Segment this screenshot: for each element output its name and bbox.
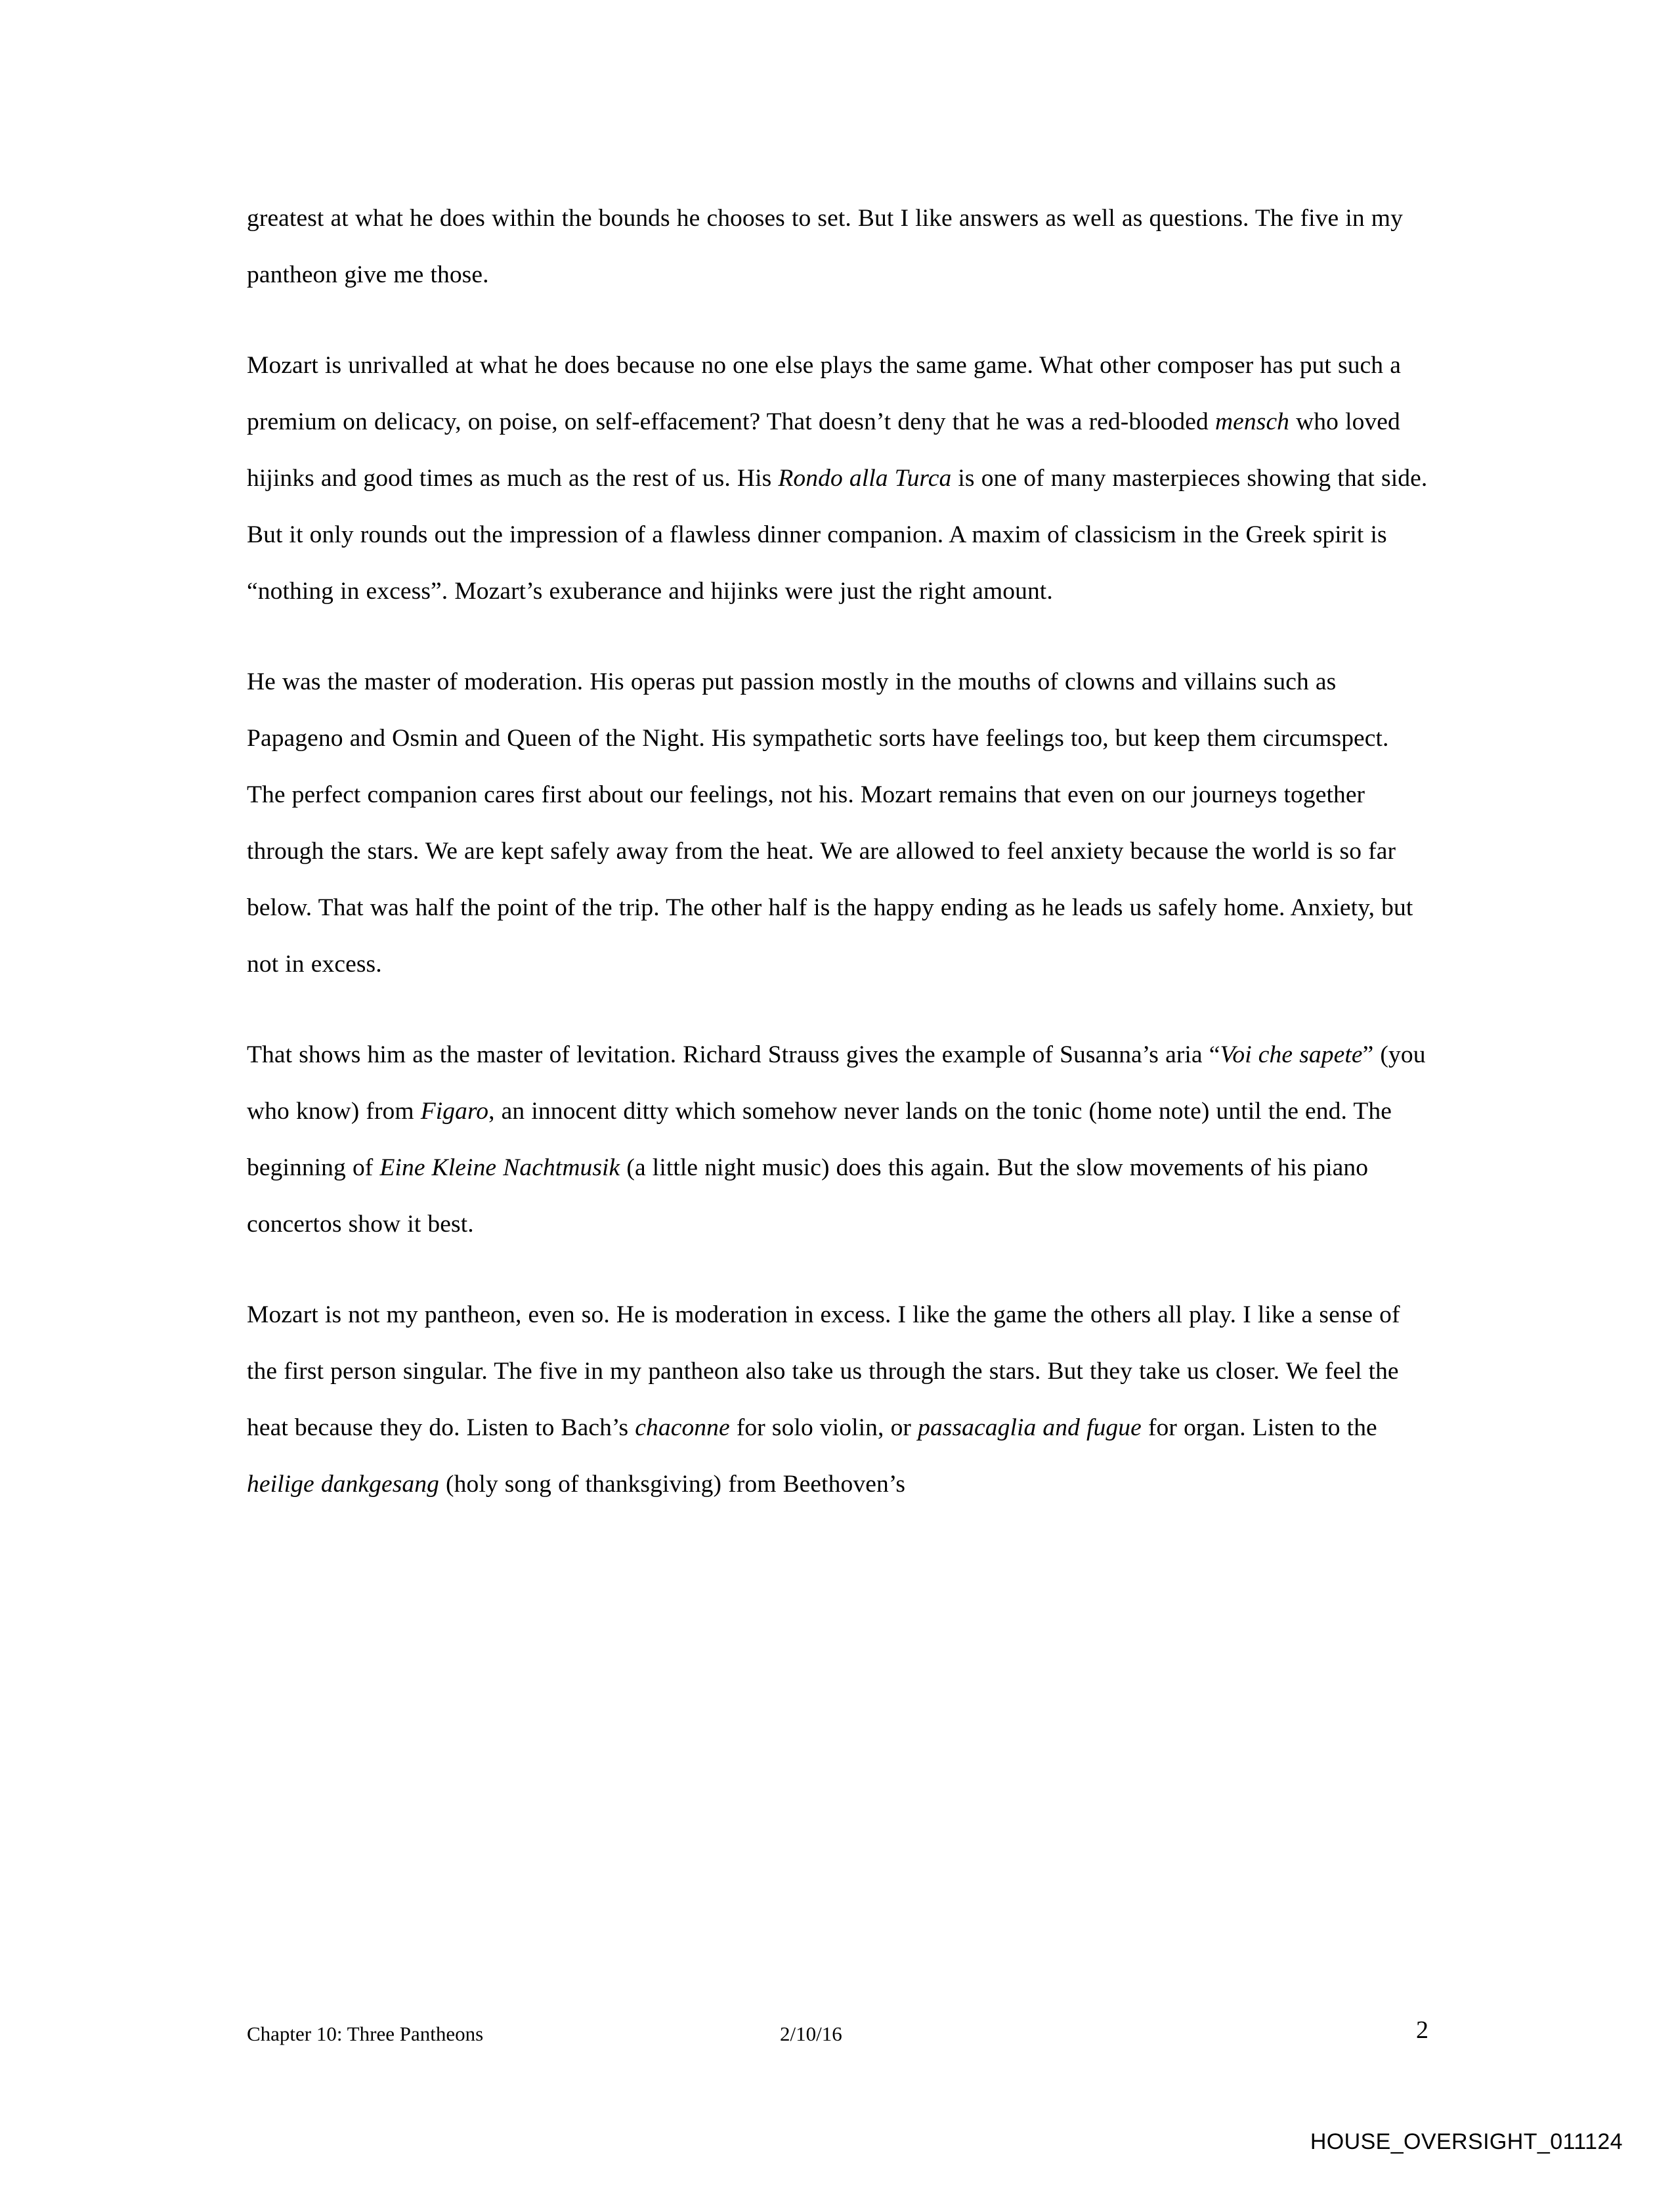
text-run: , an innocent ditty which somehow never lands on the tonic (home note) until the end. The beginning of <box>247 1098 1392 1181</box>
paragraph-5 <box>247 1287 1428 1513</box>
page-footer <box>247 2016 1428 2049</box>
italic-run: chaconne <box>635 1414 730 1441</box>
text-run: is one of many masterpieces showing that side. But it only rounds out the impression of a flawless dinner companion. A maxim of classicism in the Greek spirit is “nothing in excess”. Mozart’s exuberance and hijinks were just the right amount. <box>247 465 1428 605</box>
italic-run: Rondo alla Turca <box>778 465 952 492</box>
paragraph-4 <box>247 1027 1428 1253</box>
text-run: Mozart is unrivalled at what he does because no one else plays the same game. What other composer has put such a premium on delicacy, on poise, on self-effacement? That doesn’t deny that he was a red-blooded <box>247 352 1401 435</box>
italic-run: mensch <box>1214 408 1290 435</box>
text-run: (holy song of thanksgiving) from Beethoven’s <box>439 1471 906 1498</box>
italic-run: heilige dankgesang <box>247 1471 439 1498</box>
text-run: That shows him as the master of levitation. Richard Strauss gives the example of Susanna’s aria “ <box>247 1041 1220 1068</box>
text-run: (a little night music) does this again. But the slow movements of his piano concertos show it best. <box>247 1154 1369 1238</box>
paragraph-1 <box>247 190 1428 303</box>
footer-page-number: 2 <box>1416 2016 1428 2044</box>
paragraph-2 <box>247 337 1428 620</box>
italic-run: passacaglia and fugue <box>918 1414 1142 1441</box>
text-run: greatest at what he does within the bounds he chooses to set. But I like answers as well as questions. The five in my pantheon give me those. <box>247 205 1403 288</box>
footer-chapter-label: Chapter 10: Three Pantheons <box>247 2022 484 2045</box>
paragraph-3 <box>247 654 1428 993</box>
text-run: for solo violin, or <box>729 1414 918 1441</box>
text-run: who loved hijinks and good times as much as the rest of us. His <box>247 408 1400 492</box>
text-run: Mozart is not my pantheon, even so. He is moderation in excess. I like the game the others all play. I like a sense of the first person singular. The five in my pantheon also take us through the stars. But they take us closer. We feel the heat because they do. Listen to Bach’s <box>247 1301 1400 1441</box>
italic-run: Voi che sapete <box>1220 1041 1363 1068</box>
text-run: ” (you who know) from <box>247 1041 1426 1125</box>
document-body <box>247 190 1428 1513</box>
footer-date-label: 2/10/16 <box>780 2022 842 2045</box>
document-stamp: HOUSE_OVERSIGHT_011124 <box>1310 2129 1623 2154</box>
text-run: for organ. Listen to the <box>1141 1414 1377 1441</box>
text-run: He was the master of moderation. His operas put passion mostly in the mouths of clowns and villains such as Papageno and Osmin and Queen of the Night. His sympathetic sorts have feelings too, but keep them circumspect. The perfect companion cares first about our feelings, not his. Mozart remains that even on our journeys together through the stars. We are kept safely away from the heat. We are allowed to feel anxiety because the world is so far below. That was half the point of the trip. The other half is the happy ending as he leads us safely home. Anxiety, but not in excess. <box>247 668 1413 978</box>
italic-run: Eine Kleine Nachtmusik <box>379 1154 620 1181</box>
italic-run: Figaro <box>420 1098 489 1125</box>
